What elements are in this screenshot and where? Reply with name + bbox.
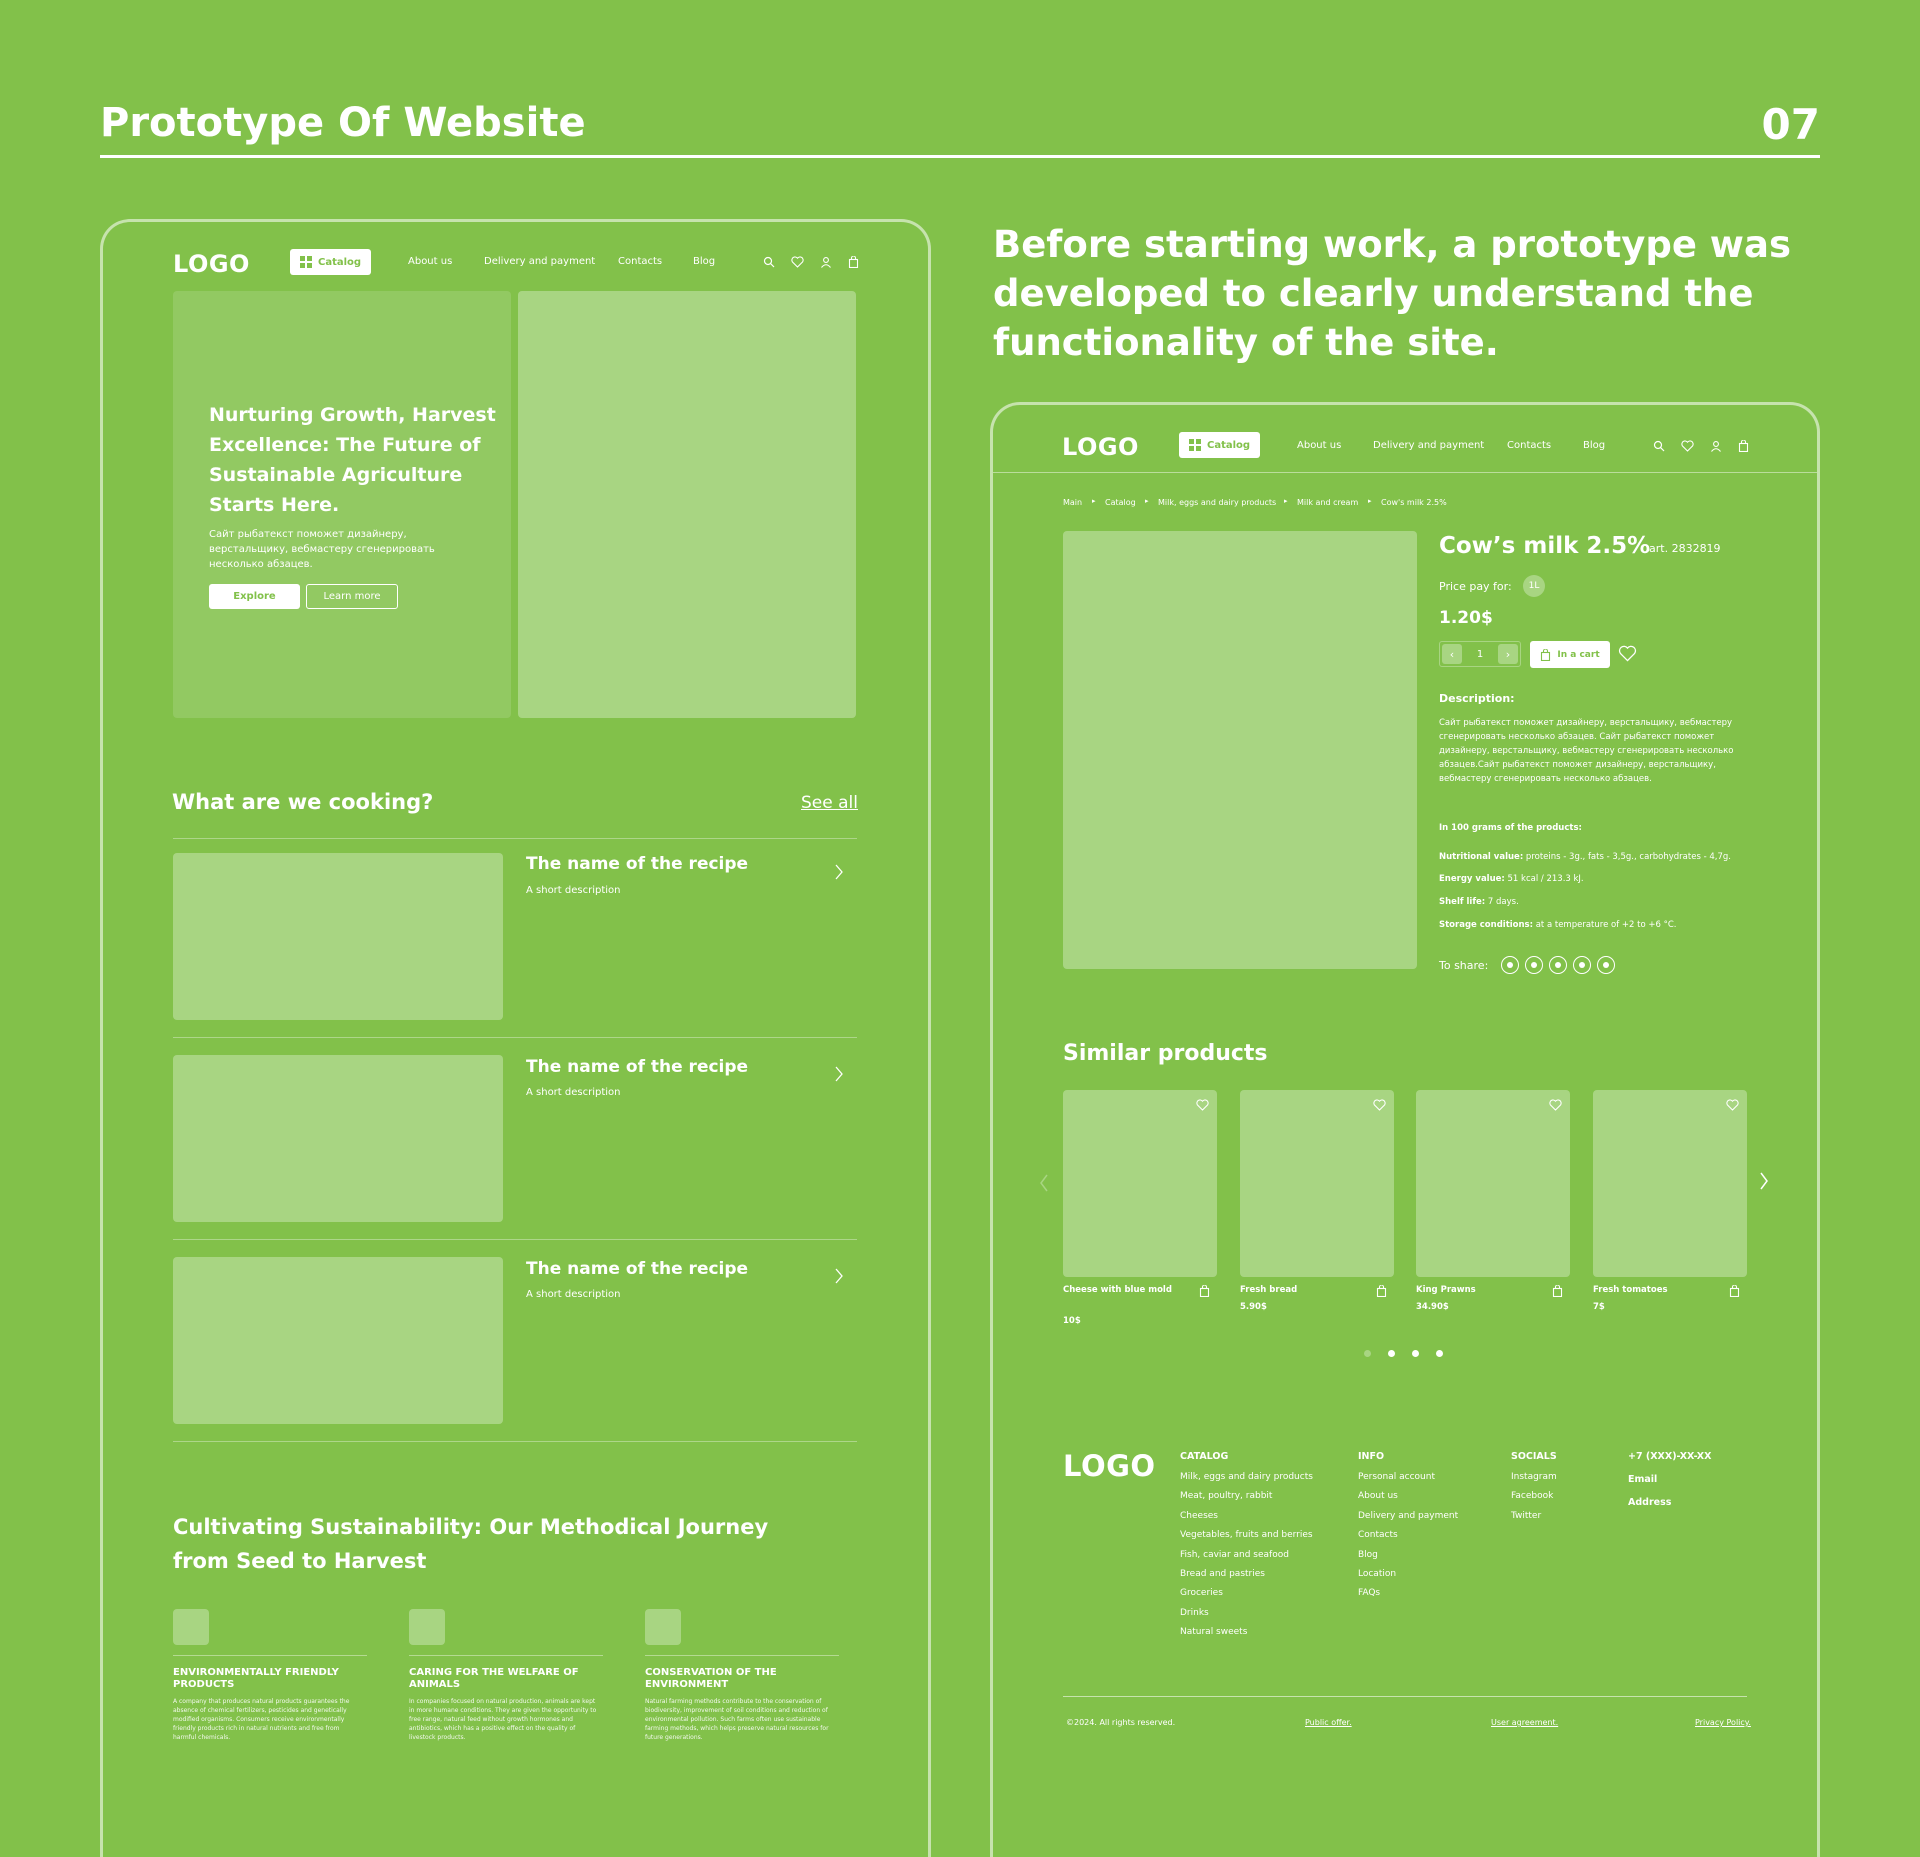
add-to-cart-button[interactable] bbox=[1530, 641, 1610, 668]
heart-icon[interactable] bbox=[1373, 1099, 1386, 1111]
decrease-button[interactable]: ‹ bbox=[1442, 644, 1462, 664]
footer-info-item[interactable]: Delivery and payment bbox=[1358, 1511, 1459, 1521]
heart-icon[interactable] bbox=[1618, 645, 1637, 662]
feature-icon-placeholder bbox=[645, 1609, 681, 1645]
product-card-image-placeholder[interactable] bbox=[1593, 1090, 1747, 1277]
page-title: Prototype Of Website bbox=[100, 100, 586, 146]
footer-catalog-item[interactable]: Natural sweets bbox=[1180, 1627, 1248, 1637]
pagination-dot[interactable] bbox=[1388, 1350, 1395, 1357]
heart-icon[interactable] bbox=[1196, 1099, 1209, 1111]
recipe-image-placeholder[interactable] bbox=[173, 1055, 503, 1222]
nav-delivery-payment[interactable]: Delivery and payment bbox=[1373, 440, 1485, 451]
nav-delivery-payment[interactable]: Delivery and payment bbox=[484, 256, 596, 267]
nav-about-us[interactable]: About us bbox=[408, 256, 453, 267]
divider bbox=[173, 1037, 857, 1038]
search-icon[interactable] bbox=[763, 256, 775, 268]
recipe-name[interactable]: The name of the recipe bbox=[526, 854, 749, 874]
section-title-cooking: What are we cooking? bbox=[172, 790, 434, 814]
pagination-dot-active[interactable] bbox=[1364, 1350, 1371, 1357]
see-all-link[interactable]: See all bbox=[801, 793, 858, 813]
product-article: art. 2832819 bbox=[1649, 542, 1721, 555]
product-card-price: 7$ bbox=[1593, 1302, 1605, 1312]
recipe-image-placeholder[interactable] bbox=[173, 853, 503, 1020]
breadcrumb-separator-icon: ▸ bbox=[1368, 497, 1372, 505]
telegram-icon[interactable] bbox=[1573, 956, 1591, 974]
footer-social-link[interactable]: Facebook bbox=[1511, 1491, 1554, 1501]
whatsapp-icon[interactable] bbox=[1597, 956, 1615, 974]
footer-email[interactable]: Email bbox=[1628, 1474, 1658, 1485]
description-text: Сайт рыбатекст поможет дизайнеру, верстальщику, вебмастеру сгенерировать несколько абзацев. Сайт рыбатекст поможет дизайнеру, верстальщику, вебмастеру сгенерировать несколько абзацев.Сайт рыбатекст поможет дизайнеру, верстальщику, вебмастеру сгенерировать несколько абзацев. bbox=[1439, 718, 1734, 784]
catalog-button[interactable] bbox=[1179, 432, 1260, 458]
breadcrumb-separator-icon: ▸ bbox=[1284, 497, 1288, 505]
footer-catalog-item[interactable]: Meat, poultry, rabbit bbox=[1180, 1491, 1273, 1501]
breadcrumb-catalog[interactable]: Catalog bbox=[1105, 498, 1136, 507]
nav-divider bbox=[993, 472, 1817, 473]
nutrition-title: In 100 grams of the products: bbox=[1439, 823, 1582, 833]
bag-icon[interactable] bbox=[1738, 440, 1749, 452]
catalog-label: Catalog bbox=[1207, 439, 1251, 451]
cart-label: In a cart bbox=[1557, 649, 1600, 660]
feature-icon-placeholder bbox=[409, 1609, 445, 1645]
footer-info-item[interactable]: About us bbox=[1358, 1491, 1398, 1501]
footer-logo[interactable]: LOGO bbox=[1063, 1449, 1156, 1483]
footer-catalog-item[interactable]: Fish, caviar and seafood bbox=[1180, 1550, 1289, 1560]
catalog-label: Catalog bbox=[318, 256, 362, 268]
public-offer-link[interactable]: Public offer. bbox=[1305, 1718, 1352, 1727]
grid-icon bbox=[1189, 439, 1201, 451]
breadcrumb-category[interactable]: Milk, eggs and dairy products bbox=[1158, 498, 1277, 507]
product-card-price: 34.90$ bbox=[1416, 1302, 1449, 1312]
footer-catalog-item[interactable]: Groceries bbox=[1180, 1588, 1223, 1598]
heart-icon[interactable] bbox=[791, 256, 804, 268]
nav-contacts[interactable]: Contacts bbox=[1507, 440, 1552, 451]
bag-icon[interactable] bbox=[1552, 1285, 1563, 1297]
footer-catalog-title: CATALOG bbox=[1180, 1451, 1229, 1462]
user-icon[interactable] bbox=[1710, 440, 1722, 452]
feature-text: A company that produces natural products guarantees the absence of chemical fertilizers, pesticides and genetically modified organisms. Consumers receive environmentally friendly products rich in natural nutrients and free from harmful chemicals. bbox=[173, 1698, 350, 1741]
chevron-right-icon[interactable] bbox=[834, 1267, 844, 1285]
product-card-name[interactable]: Fresh bread bbox=[1240, 1285, 1298, 1295]
footer-info-title: INFO bbox=[1358, 1451, 1385, 1462]
feature-text: Natural farming methods contribute to the conservation of biodiversity, improvement of soil conditions and reduction of environmental pollution. Such farms often use sustainable farming methods, which helps preserve natural resources for future generations. bbox=[645, 1698, 829, 1741]
feature-divider bbox=[645, 1655, 839, 1656]
spec-label: Energy value: bbox=[1439, 874, 1505, 884]
bag-icon[interactable] bbox=[1376, 1285, 1387, 1297]
footer-divider bbox=[1063, 1696, 1747, 1697]
breadcrumb-current: Cow's milk 2.5% bbox=[1381, 498, 1447, 507]
chevron-right-icon[interactable] bbox=[834, 863, 844, 881]
recipe-description: A short description bbox=[526, 885, 621, 896]
footer-catalog-item[interactable]: Bread and pastries bbox=[1180, 1569, 1265, 1579]
volume-chip[interactable]: 1L bbox=[1523, 575, 1545, 597]
footer-info-item[interactable]: Personal account bbox=[1358, 1472, 1435, 1482]
page-number: 07 bbox=[1761, 100, 1820, 149]
nav-blog[interactable]: Blog bbox=[693, 256, 716, 267]
catalog-button[interactable] bbox=[290, 249, 371, 275]
product-card-name[interactable]: Cheese with blue mold bbox=[1063, 1285, 1172, 1295]
quantity-stepper bbox=[1439, 641, 1521, 667]
footer-catalog-item[interactable]: Vegetables, fruits and berries bbox=[1180, 1530, 1313, 1540]
carousel-pagination bbox=[1364, 1350, 1443, 1357]
spec-label: Shelf life: bbox=[1439, 897, 1486, 907]
product-card-image-placeholder[interactable] bbox=[1063, 1090, 1217, 1277]
recipe-name[interactable]: The name of the recipe bbox=[526, 1259, 749, 1279]
hero-description: Сайт рыбатекст поможет дизайнеру, верстальщику, вебмастеру сгенерировать несколько абзацев. bbox=[209, 529, 435, 570]
spec-label: Nutritional value: bbox=[1439, 852, 1524, 862]
similar-products-title: Similar products bbox=[1063, 1041, 1268, 1066]
nav-about-us[interactable]: About us bbox=[1297, 440, 1342, 451]
product-card-price: 10$ bbox=[1063, 1316, 1081, 1326]
spec-value: 7 days. bbox=[1485, 897, 1519, 907]
bag-icon[interactable] bbox=[1199, 1285, 1210, 1297]
footer-info-item[interactable]: Location bbox=[1358, 1569, 1397, 1579]
instagram-icon[interactable] bbox=[1549, 956, 1567, 974]
footer-social-link[interactable]: Twitter bbox=[1511, 1511, 1542, 1521]
hero-title: Nurturing Growth, Harvest Excellence: The Future of Sustainable Agriculture Starts Here. bbox=[209, 404, 496, 516]
footer-phone[interactable]: +7 (XXX)-XX-XX bbox=[1628, 1451, 1712, 1462]
search-icon[interactable] bbox=[1653, 440, 1665, 452]
recipe-description: A short description bbox=[526, 1087, 621, 1098]
feature-title: CONSERVATION OF THE ENVIRONMENT bbox=[645, 1667, 777, 1690]
footer-catalog-item[interactable]: Cheeses bbox=[1180, 1511, 1218, 1521]
twitter-icon[interactable] bbox=[1525, 956, 1543, 974]
facebook-icon[interactable] bbox=[1501, 956, 1519, 974]
header-divider bbox=[100, 155, 1820, 158]
chevron-left-icon[interactable] bbox=[1039, 1173, 1049, 1193]
feature-title: ENVIRONMENTALLY FRIENDLY PRODUCTS bbox=[173, 1667, 339, 1690]
pagination-dot[interactable] bbox=[1412, 1350, 1419, 1357]
product-name: Cow’s milk 2.5% bbox=[1439, 533, 1651, 559]
feature-icon-placeholder bbox=[173, 1609, 209, 1645]
divider bbox=[173, 838, 857, 839]
breadcrumb-subcategory[interactable]: Milk and cream bbox=[1297, 498, 1359, 507]
hero-image-placeholder bbox=[518, 291, 856, 718]
feature-title: CARING FOR THE WELFARE OF ANIMALS bbox=[409, 1667, 579, 1690]
intro-text: Before starting work, a prototype was developed to clearly understand the functionality of the site. bbox=[993, 223, 1791, 364]
feature-divider bbox=[409, 1655, 603, 1656]
nav-blog[interactable]: Blog bbox=[1583, 440, 1606, 451]
recipe-name[interactable]: The name of the recipe bbox=[526, 1057, 749, 1077]
breadcrumb-separator-icon: ▸ bbox=[1145, 497, 1149, 505]
spec-energy-value bbox=[1439, 874, 1584, 884]
price-label: Price pay for: bbox=[1439, 580, 1512, 593]
logo[interactable]: LOGO bbox=[173, 250, 250, 278]
breadcrumb-separator-icon: ▸ bbox=[1092, 497, 1096, 505]
footer-info-item[interactable]: FAQs bbox=[1358, 1588, 1381, 1598]
product-card-image-placeholder[interactable] bbox=[1240, 1090, 1394, 1277]
user-icon[interactable] bbox=[820, 256, 832, 268]
feature-text: In companies focused on natural production, animals are kept in more humane conditions. They are given the opportunity to free range, natural feed without growth hormones and antibiotics, which has a positive effect on the quality of livestock products. bbox=[409, 1698, 597, 1741]
product-card-name[interactable]: King Prawns bbox=[1416, 1285, 1476, 1295]
bag-icon bbox=[1540, 649, 1551, 661]
spec-value: proteins - 3g., fats - 3,5g., carbohydrates - 4,7g. bbox=[1523, 852, 1731, 862]
heart-icon[interactable] bbox=[1549, 1099, 1562, 1111]
product-price: 1.20$ bbox=[1439, 608, 1493, 628]
chevron-right-icon[interactable] bbox=[834, 1065, 844, 1083]
heart-icon[interactable] bbox=[1681, 440, 1694, 452]
share-label: To share: bbox=[1439, 959, 1489, 972]
feature-divider bbox=[173, 1655, 367, 1656]
footer-social-link[interactable]: Instagram bbox=[1511, 1472, 1557, 1482]
spec-value: 51 kcal / 213.3 kJ. bbox=[1504, 874, 1584, 884]
bag-icon[interactable] bbox=[848, 256, 859, 268]
product-card-image-placeholder[interactable] bbox=[1416, 1090, 1570, 1277]
divider bbox=[173, 1239, 857, 1240]
description-title: Description: bbox=[1439, 692, 1515, 705]
footer-address[interactable]: Address bbox=[1628, 1497, 1672, 1508]
bag-icon[interactable] bbox=[1729, 1285, 1740, 1297]
quantity-value[interactable]: 1 bbox=[1476, 648, 1484, 660]
footer-catalog-item[interactable]: Milk, eggs and dairy products bbox=[1180, 1472, 1313, 1482]
divider bbox=[173, 1441, 857, 1442]
grid-icon bbox=[300, 256, 312, 268]
spec-nutritional-value bbox=[1439, 852, 1731, 862]
nav-contacts[interactable]: Contacts bbox=[618, 256, 663, 267]
logo[interactable]: LOGO bbox=[1062, 433, 1139, 461]
product-image-placeholder bbox=[1063, 531, 1417, 969]
increase-button[interactable]: › bbox=[1498, 644, 1518, 664]
explore-button[interactable]: Explore bbox=[209, 584, 300, 609]
product-card-price: 5.90$ bbox=[1240, 1302, 1267, 1312]
privacy-policy-link[interactable]: Privacy Policy. bbox=[1695, 1718, 1751, 1727]
recipe-description: A short description bbox=[526, 1289, 621, 1300]
chevron-right-icon[interactable] bbox=[1759, 1171, 1769, 1191]
breadcrumb-main[interactable]: Main bbox=[1063, 498, 1083, 507]
copyright-text: ©2024. All rights reserved. bbox=[1066, 1718, 1176, 1727]
spec-value: at a temperature of +2 to +6 °C. bbox=[1533, 920, 1677, 930]
footer-catalog-item[interactable]: Drinks bbox=[1180, 1608, 1209, 1618]
footer-info-item[interactable]: Blog bbox=[1358, 1550, 1378, 1560]
section-title-cultivating: Cultivating Sustainability: Our Methodical Journey from Seed to Harvest bbox=[173, 1515, 769, 1573]
pagination-dot[interactable] bbox=[1436, 1350, 1443, 1357]
learn-more-button[interactable]: Learn more bbox=[306, 584, 398, 609]
spec-shelf-life bbox=[1439, 897, 1519, 907]
product-card-name[interactable]: Fresh tomatoes bbox=[1593, 1285, 1668, 1295]
footer-info-item[interactable]: Contacts bbox=[1358, 1530, 1398, 1540]
spec-storage-conditions bbox=[1439, 920, 1676, 930]
user-agreement-link[interactable]: User agreement. bbox=[1491, 1718, 1559, 1727]
footer-socials-title: SOCIALS bbox=[1511, 1451, 1557, 1462]
recipe-image-placeholder[interactable] bbox=[173, 1257, 503, 1424]
spec-label: Storage conditions: bbox=[1439, 920, 1534, 930]
heart-icon[interactable] bbox=[1726, 1099, 1739, 1111]
